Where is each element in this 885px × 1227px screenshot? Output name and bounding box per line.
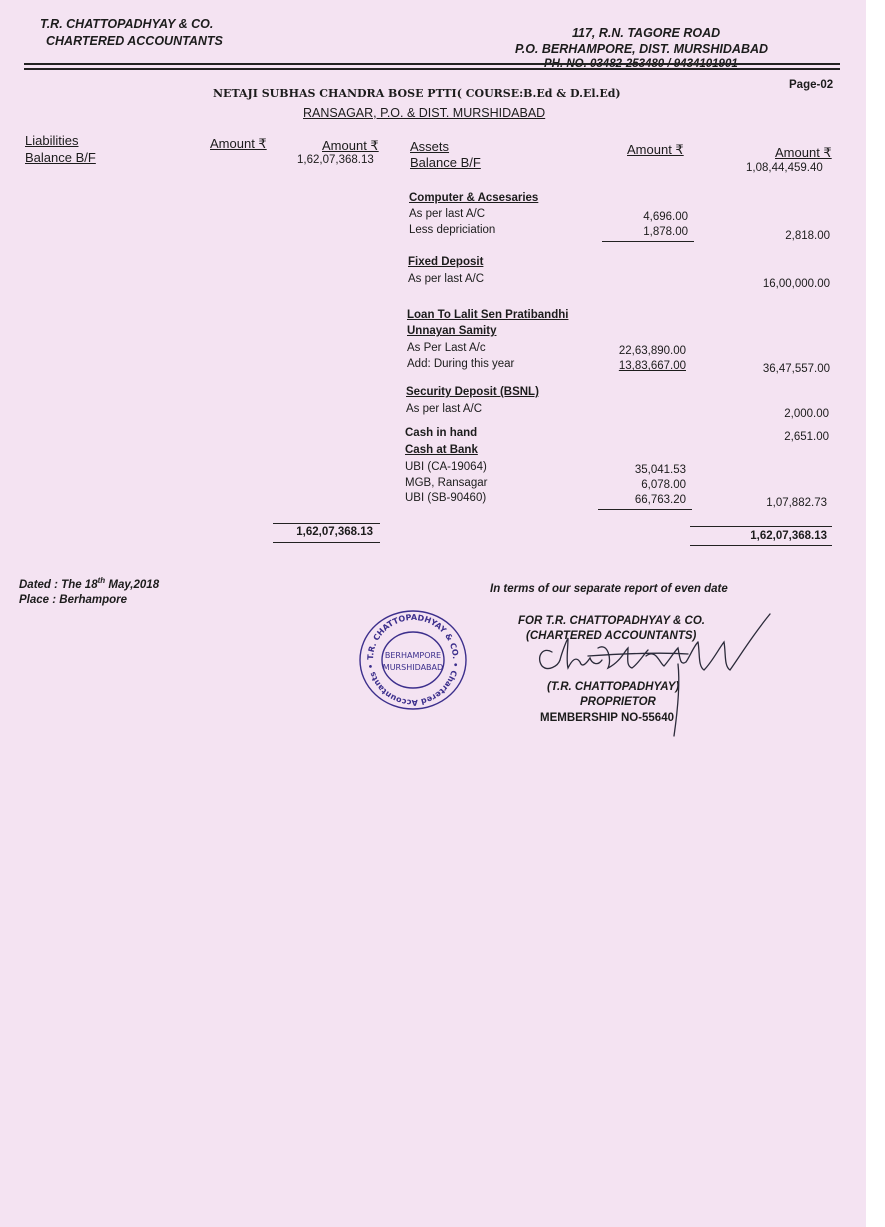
liabilities-total: 1,62,07,368.13 <box>296 526 373 538</box>
svg-text:T.R. CHATTOPADHYAY & CO. • Cha: T.R. CHATTOPADHYAY & CO. • Chartered Accountants • <box>365 612 461 708</box>
page-label: Page-02 <box>789 79 834 91</box>
firm-address-line1: 117, R.N. TAGORE ROAD <box>572 26 721 40</box>
loan-line1-label: As Per Last A/c <box>407 342 486 354</box>
liabilities-total-rule-top <box>273 523 380 524</box>
stamp-seal-icon <box>357 608 469 712</box>
security-deposit-title: Security Deposit (BSNL) <box>406 386 539 398</box>
fixed-deposit-net: 16,00,000.00 <box>762 278 830 290</box>
firm-address-line2: P.O. BERHAMPORE, DIST. MURSHIDABAD <box>515 42 769 56</box>
report-note: In terms of our separate report of even date <box>490 583 728 595</box>
computer-line1-value: 4,696.00 <box>643 211 688 223</box>
cash-in-hand-net: 2,651.00 <box>784 431 829 443</box>
assets-amount-header-1: Amount ₹ <box>627 142 684 157</box>
cash-at-bank-net: 1,07,882.73 <box>766 497 827 509</box>
liabilities-balance-value: 1,62,07,368.13 <box>297 154 374 166</box>
loan-line2-value: 13,83,667.00 <box>618 360 686 372</box>
header-rule-bottom <box>24 68 840 70</box>
assets-heading: Assets <box>410 139 450 154</box>
bank-row-value: 66,763.20 <box>634 494 686 506</box>
security-deposit-line1-label: As per last A/C <box>406 403 483 415</box>
loan-title-line2: Unnayan Samity <box>407 325 497 337</box>
computer-title: Computer & Acsesaries <box>409 192 539 204</box>
liabilities-total-rule-bottom <box>273 542 380 543</box>
assets-amount-header-2: Amount ₹ <box>775 145 832 160</box>
institution-name: NETAJI SUBHAS CHANDRA BOSE PTTI( COURSE:B.Ed & D.El.Ed) <box>213 87 621 100</box>
bank-row-label: MGB, Ransagar <box>405 477 488 489</box>
computer-line2-value: 1,878.00 <box>643 226 688 238</box>
for-firm: FOR T.R. CHATTOPADHYAY & CO. <box>518 615 705 627</box>
header-rule-top <box>24 63 840 65</box>
assets-total-rule-bottom <box>690 545 832 546</box>
computer-net: 2,818.00 <box>785 230 830 242</box>
liabilities-amount-header-2: Amount ₹ <box>322 138 379 153</box>
bank-subtotal-rule <box>598 509 692 510</box>
computer-line1-label: As per last A/C <box>409 208 486 220</box>
svg-text:MURSHIDABAD: MURSHIDABAD <box>382 663 444 672</box>
place-label: Place : Berhampore <box>19 594 128 606</box>
cash-at-bank-title: Cash at Bank <box>405 444 478 456</box>
loan-net: 36,47,557.00 <box>762 363 830 375</box>
computer-subtotal-rule <box>602 241 694 242</box>
institution-address: RANSAGAR, P.O. & DIST. MURSHIDABAD <box>303 106 546 120</box>
firm-type: CHARTERED ACCOUNTANTS <box>46 34 223 48</box>
firm-name: T.R. CHATTOPADHYAY & CO. <box>40 17 214 31</box>
for-firm-type: (CHARTERED ACCOUNTANTS) <box>526 630 697 642</box>
bank-row-value: 35,041.53 <box>634 464 686 476</box>
svg-text:BERHAMPORE: BERHAMPORE <box>384 651 442 660</box>
liabilities-balance-label: Balance B/F <box>25 150 96 165</box>
security-deposit-net: 2,000.00 <box>784 408 829 420</box>
dated-label: Dated : The 18th May,2018 <box>19 576 160 591</box>
cash-in-hand-label: Cash in hand <box>405 427 478 439</box>
assets-total: 1,62,07,368.13 <box>750 530 827 542</box>
computer-line2-label: Less depriciation <box>409 224 496 236</box>
bank-row-label: UBI (SB-90460) <box>405 492 487 504</box>
signatory-name: (T.R. CHATTOPADHYAY) <box>547 681 680 693</box>
bank-row-label: UBI (CA-19064) <box>405 461 487 473</box>
assets-balance-value: 1,08,44,459.40 <box>746 162 823 174</box>
liabilities-heading: Liabilities <box>25 133 79 148</box>
membership-number: MEMBERSHIP NO-55640 <box>540 712 674 724</box>
liabilities-amount-header-1: Amount ₹ <box>210 136 267 151</box>
loan-title-line1: Loan To Lalit Sen Pratibandhi <box>407 309 569 321</box>
bank-row-value: 6,078.00 <box>641 479 686 491</box>
loan-line2-label: Add: During this year <box>407 358 515 370</box>
signatory-role: PROPRIETOR <box>580 696 656 708</box>
fixed-deposit-line1-label: As per last A/C <box>408 273 485 285</box>
scan-edge <box>866 0 885 1227</box>
signature-icon <box>528 612 778 740</box>
fixed-deposit-title: Fixed Deposit <box>408 256 484 268</box>
assets-balance-label: Balance B/F <box>410 155 481 170</box>
loan-line1-value: 22,63,890.00 <box>618 345 686 357</box>
assets-total-rule-top <box>690 526 832 527</box>
